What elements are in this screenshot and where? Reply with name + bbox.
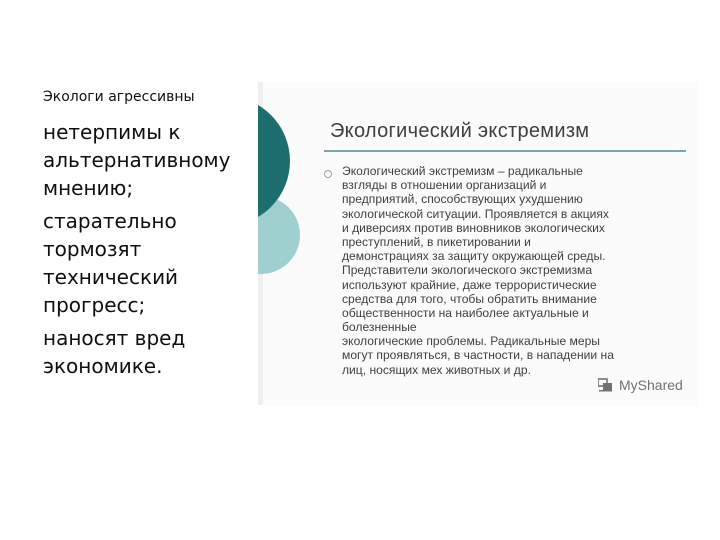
list-item-line: экономике. — [43, 354, 163, 378]
list-item-line: нетерпимы к — [43, 120, 181, 144]
title-divider — [324, 150, 686, 152]
myshared-logo-icon — [598, 378, 614, 392]
body-line: болезненные — [342, 320, 417, 335]
list-item-line: старательно — [43, 209, 177, 233]
left-heading: Экологи агрессивны — [43, 89, 195, 105]
body-line: взгляды в отношении организаций и — [342, 178, 547, 193]
body-line: Экологический экстремизм – радикальные — [342, 164, 583, 178]
body-line: используют крайние, даже террористические — [342, 277, 597, 292]
body-line: могут проявляться, в частности, в нападении на — [342, 348, 614, 363]
slide-title: Экологический экстремизм — [330, 120, 590, 142]
list-item-line: прогресс; — [43, 293, 146, 317]
list-item-line: наносят вред — [43, 326, 186, 350]
bullet-icon — [324, 170, 332, 178]
left-list — [43, 118, 248, 385]
list-item — [43, 207, 248, 319]
list-item-line: мнению; — [43, 176, 134, 200]
body-line: преступлений, в пикетировании и — [342, 234, 531, 249]
body-line: предприятий, способствующих ухудшению — [342, 192, 583, 207]
list-item — [43, 118, 248, 202]
body-line: демонстрациях за защиту окружающей среды. — [342, 249, 606, 264]
slide-body — [342, 164, 694, 377]
list-item-line: альтернативному — [43, 148, 231, 172]
body-line: Представители экологического экстремизма — [342, 263, 593, 278]
body-line: экологической ситуации. Проявляется в акциях — [342, 206, 609, 221]
list-item-line: технический — [43, 265, 179, 289]
body-line: общественности на наиболее актуальные и — [342, 305, 589, 320]
slide-image — [258, 82, 698, 405]
body-line: экологические проблемы. Радикальные меры — [342, 334, 601, 349]
body-line: лиц, носящих мех животных и др. — [342, 362, 531, 377]
body-line: и диверсиях против виновников экологических — [342, 220, 605, 235]
list-item — [43, 324, 248, 380]
watermark-text: MyShared — [619, 377, 683, 393]
body-line: средства для того, чтобы обратить внимание — [342, 291, 597, 306]
myshared-watermark — [598, 376, 683, 394]
list-item-line: тормозят — [43, 237, 142, 261]
